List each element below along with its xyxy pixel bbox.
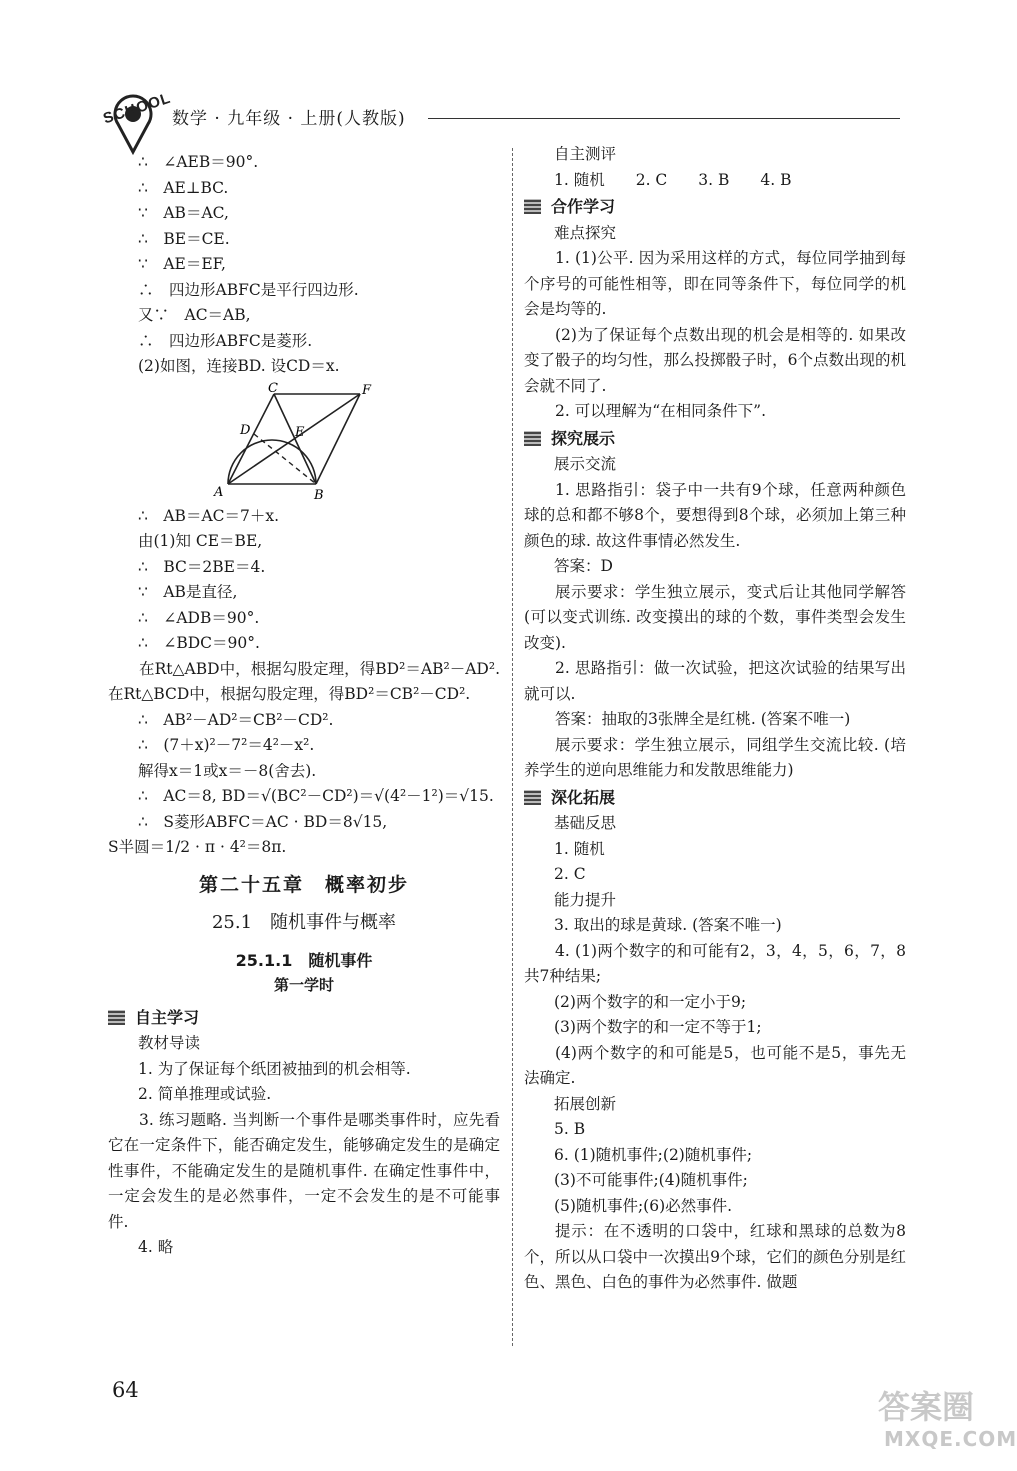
answer-line: 答案：D — [554, 557, 613, 575]
subsection-label: 自主测评 — [554, 145, 617, 163]
proof-lines-3 — [108, 708, 500, 836]
proof-line: ∴ ∠ADB＝90°. — [138, 608, 260, 627]
answer-paragraph: (4)两个数字的和可能是5，也可能不是5，事先无法确定. — [524, 1043, 906, 1087]
right-column — [524, 142, 906, 1296]
part2-intro: (2)如图，连接BD. 设CD＝x. — [138, 357, 340, 375]
subsection-label: 基础反思 — [554, 814, 617, 832]
subsection-label: 展示交流 — [554, 455, 617, 473]
proof-line: ∴ AE⊥BC. — [138, 178, 229, 197]
proof-line: ∴ 四边形ABFC是平行四边形. — [138, 280, 359, 299]
proof-line: ∴ BE＝CE. — [138, 229, 230, 248]
answer-line: (3)不可能事件;(4)随机事件; — [554, 1171, 748, 1189]
answer-item: 4. 略 — [138, 1238, 174, 1256]
answer-line: 2. C — [554, 865, 586, 883]
section-header-exhibition — [524, 426, 906, 452]
subsection-label: 教材导读 — [138, 1034, 201, 1052]
label-c: C — [268, 380, 278, 396]
section-bar-icon — [524, 431, 541, 446]
proof-line: ∵ AB＝AC, — [138, 204, 229, 222]
proof-line: 解得x＝1或x＝－8(舍去). — [138, 761, 317, 780]
column-divider — [512, 148, 513, 1346]
proof-line: ∴ ∠BDC＝90°. — [138, 634, 260, 652]
section-title: 25.1 随机事件与概率 — [211, 912, 397, 933]
proof-line: ∴ BC＝2BE＝4. — [138, 557, 266, 576]
label-a: A — [214, 484, 224, 500]
watermark-logo: 答案圈 — [878, 1388, 975, 1426]
proof-line: ∴ AC＝8, BD＝√(BC²－CD²)＝√(4²－1²)＝√15. — [138, 787, 494, 805]
answer-line: (5)随机事件;(6)必然事件. — [554, 1196, 733, 1215]
proof-line: ∵ AE＝EF, — [138, 255, 226, 273]
answer-line: 5. B — [554, 1120, 586, 1138]
section-label: 探究展示 — [551, 428, 616, 448]
answer-item: 2. 简单推理或试验. — [138, 1085, 272, 1103]
answer-line: 6. (1)随机事件;(2)随机事件; — [554, 1145, 753, 1164]
proof-line: ∴ AB＝AC＝7＋x. — [138, 506, 280, 525]
answer-paragraph: 展示要求：学生独立展示，变式后让其他同学解答(可以变式训练. 改变摸出的球的个数，事件类型会发生改变). — [524, 582, 906, 652]
subsection-label: 能力提升 — [554, 890, 617, 909]
answer-paragraph: 答案：抽取的3张牌全是红桃. (答案不唯一) — [555, 710, 851, 728]
section-header-cooperation — [524, 194, 906, 220]
proof-line: S半圆＝1/2 · π · 4²＝8π. — [108, 838, 287, 856]
subsection-title: 25.1.1 随机事件 — [235, 950, 373, 970]
proof-lines — [108, 150, 500, 354]
label-e: E — [295, 424, 305, 440]
answer-line: 1. 随机 2. C 3. B 4. B — [554, 170, 792, 189]
answer-item: 3. 练习题略. 当判断一个事件是哪类事件时，应先看它在一定条件下，能否确定发生，能够确定发生的是确定性事件，不能确定发生的是随机事件. 在确定性事件中，一定会发生的是必然事件，一定不会发生的是不可能事件. — [108, 1110, 500, 1231]
section-label: 合作学习 — [551, 197, 616, 216]
proof-line: ∵ AB是直径, — [138, 583, 238, 601]
rhombus-semicircle-diagram — [108, 380, 500, 503]
proof-lines-2 — [108, 504, 500, 657]
section-header-self-study — [108, 1005, 500, 1031]
proof-line: 又∵ AC＝AB, — [138, 306, 251, 324]
section-bar-icon — [108, 1010, 125, 1025]
answer-paragraph: 展示要求：学生独立展示，同组学生交流比较. (培养学生的逆向思维能力和发散思维能力) — [524, 735, 906, 779]
logo-text: SCHOOL — [101, 89, 174, 128]
section-bar-icon — [524, 790, 541, 805]
school-logo — [100, 89, 174, 156]
section-header-extension — [524, 785, 906, 811]
answer-paragraph: 4. (1)两个数字的和可能有2，3，4，5，6，7，8共7种结果; — [524, 941, 906, 985]
pythagoras-paragraph: 在Rt△ABD中，根据勾股定理，得BD²＝AB²－AD². 在Rt△BCD中，根据勾股定理，得BD²＝CB²－CD². — [108, 659, 500, 703]
geometry-figure — [108, 380, 500, 503]
answer-line: 1. 随机 — [554, 839, 605, 858]
proof-line: ∴ (7＋x)²－7²＝4²－x². — [138, 736, 315, 754]
proof-line: ∴ ∠AEB＝90°. — [138, 153, 259, 171]
proof-line: 由(1)知 CE＝BE, — [138, 532, 263, 550]
answer-line: (2)两个数字的和一定小于9; — [554, 992, 747, 1011]
subsection-label: 难点探究 — [554, 223, 617, 242]
label-f: F — [362, 382, 372, 398]
proof-line: ∴ AB²－AD²＝CB²－CD². — [138, 710, 334, 729]
section-label: 深化拓展 — [551, 787, 616, 807]
subsection-label: 拓展创新 — [554, 1094, 617, 1113]
page-number: 64 — [112, 1378, 139, 1402]
section-label: 自主学习 — [135, 1007, 200, 1027]
answer-paragraph: 1. 思路指引：袋子中一共有9个球，任意两种颜色球的总和都不够8个，要想得到8个球，必须加上第三种颜色的球. 故这件事情必然发生. — [524, 480, 906, 550]
answer-paragraph: 1. (1)公平. 因为采用这样的方式，每位同学抽到每个序号的可能性相等，即在同等条件下，每位同学的机会是均等的. — [524, 249, 906, 318]
proof-line: ∴ 四边形ABFC是菱形. — [138, 331, 313, 350]
answer-paragraph: 2. 思路指引：做一次试验，把这次试验的结果写出就可以. — [524, 659, 906, 703]
label-d: D — [240, 422, 251, 438]
book-title: 数学 · 九年级 · 上册(人教版) — [172, 109, 406, 129]
header-rule — [428, 118, 900, 119]
left-column — [108, 150, 500, 1261]
answer-paragraph: (2)为了保证每个点数出现的机会是相等的. 如果改变了骰子的均匀性，那么投掷骰子时，6个点数出现的机会就不同了. — [524, 325, 906, 395]
proof-line: ∴ S菱形ABFC＝AC · BD＝8√15, — [138, 812, 388, 831]
label-b: B — [314, 487, 324, 503]
lesson-title: 第一学时 — [273, 976, 334, 994]
watermark-url: MXQE.COM — [884, 1427, 1017, 1451]
answer-paragraph: 提示：在不透明的口袋中，红球和黑球的总数为8个，所以从口袋中一次摸出9个球，它们的颜色分别是红色、黑色、白色的事件为必然事件. 做题 — [524, 1222, 906, 1291]
page-header — [100, 90, 900, 140]
answer-line: (3)两个数字的和一定不等于1; — [554, 1018, 762, 1036]
chapter-title: 第二十五章 概率初步 — [198, 873, 409, 896]
answer-item: 1. 为了保证每个纸团被抽到的机会相等. — [138, 1059, 411, 1078]
answer-paragraph: 2. 可以理解为“在相同条件下”. — [555, 402, 766, 420]
section-bar-icon — [524, 199, 541, 214]
answer-line: 3. 取出的球是黄球. (答案不唯一) — [554, 916, 782, 934]
